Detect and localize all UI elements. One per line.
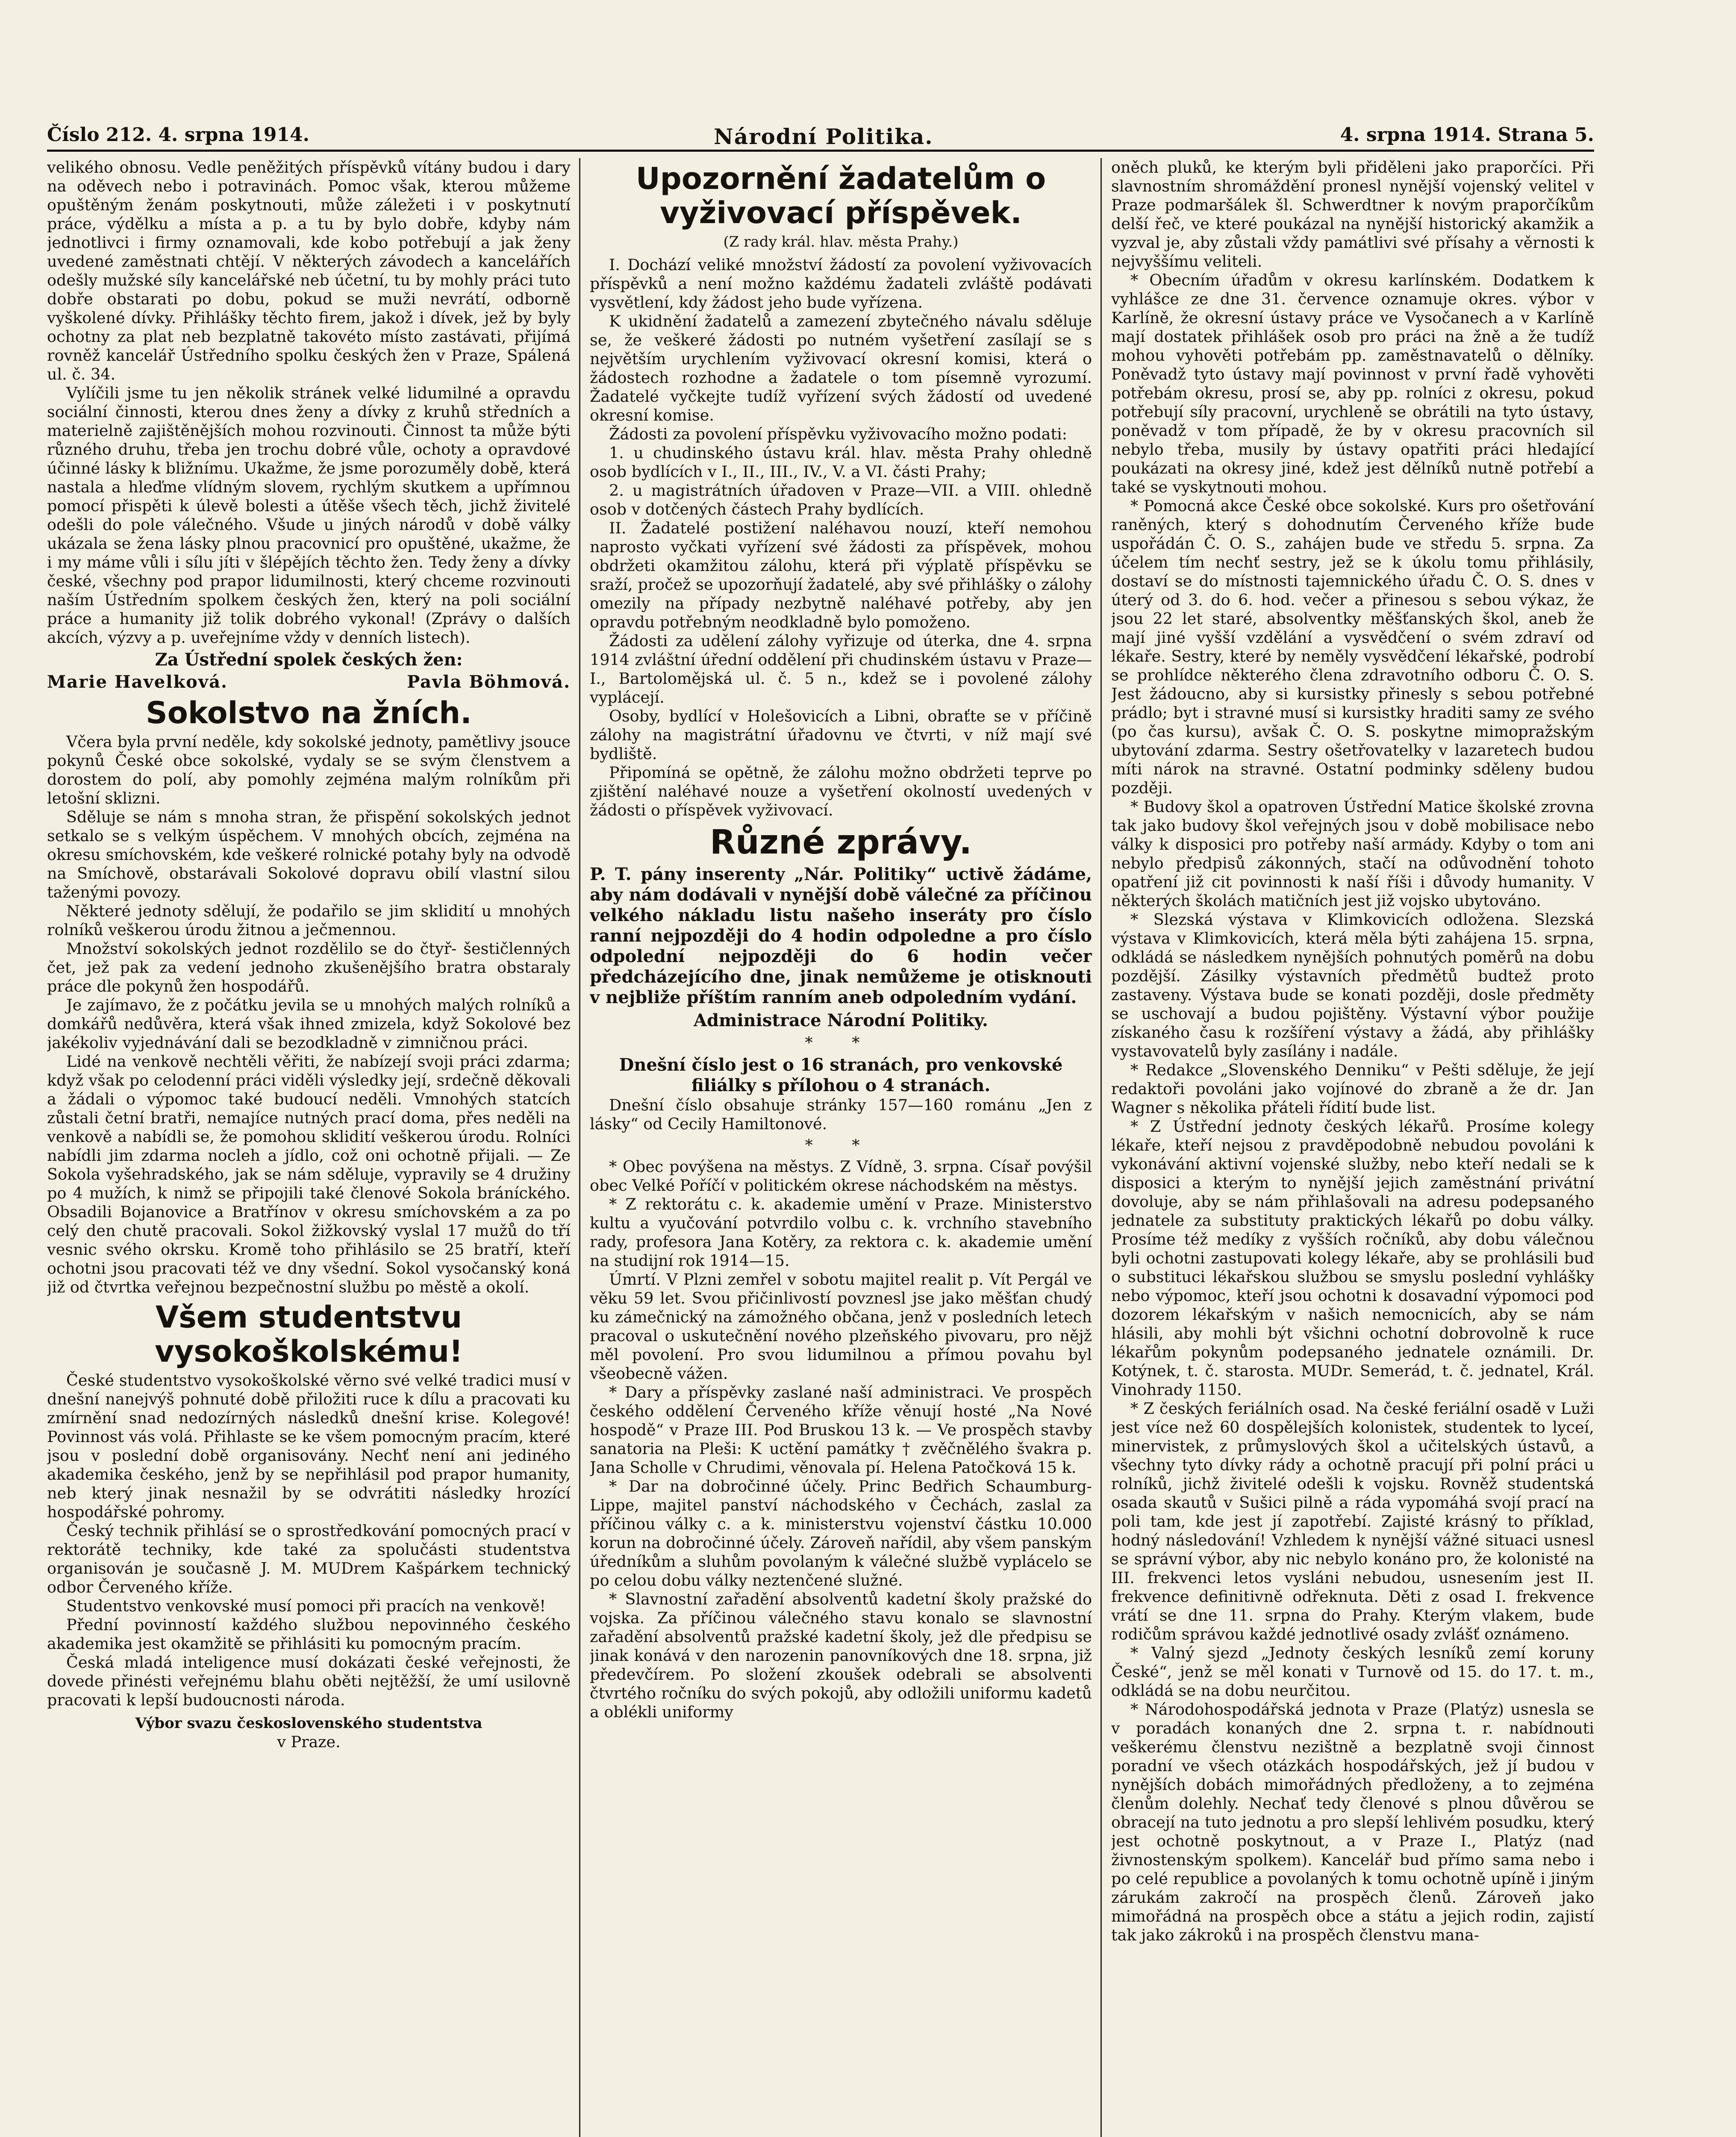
news-item: * Z českých feriálních osad. Na české feriální osadě v Luži jest více než 60 dospělejších kolonistek, studentek to lyceí, minervistek, z průmyslových škol a učitelských ústavů, a všechny tyto dívky rády a ochotně pracují při polní práci u rolníků, jichž živitelé odešli k vojsku. Rovněž studentská osada skautů v Sušici pilně a ráda vypomáhá svojí prací na poli tam, kde jest jí zapotřebí. Zajisté krásný to příklad, hodný následování! Vzhledem k nynější vážné situaci usnesl se správní výbor, aby nic nebylo konáno pro, že kolonisté na III. frekvenci letos vysláni nebudou, usnesením jest II. frekvence definitivně odřeknuta. Děti z osad I. frekvence vrátí se dne 11. srpna do Prahy. Kterým vlakem, bude rodičům správou každé jednotlivé osady zvlášť oznámeno.	[1111, 1399, 1594, 1643]
article-paragraph: Osoby, bydlící v Holešovicích a Libni, obraťte se v příčině zálohy na magistrátní úřadovnu ve čtvrti, v níž mají své bydliště.	[590, 707, 1092, 763]
article-paragraph: Česká mladá inteligence musí dokázati české veřejnosti, že dovede přinésti veřejnému blahu oběti nejtěžší, že umí usilovně pracovati k lepší budoucnosti národa.	[47, 1653, 571, 1709]
signature-title: Za Ústřední spolek českých žen:	[155, 650, 463, 670]
article-paragraph: Žádosti za povolení příspěvku vyživovacího možno podati:	[609, 425, 1068, 443]
article-paragraph: Vylíčili jsme tu jen několik stránek velké lidumilné a opravdu sociální činnosti, kterou dnes ženy a dívky z kruhů středních a materielně zajištěnějších mohou rozvinouti. Činnost ta může býti různého druhu, třeba jen trochu dobré vůle, ochoty a opravdové účinné lásky k bližnímu. Ukažme, že jsme porozuměly době, která nastala a hleďme vlídným slovem, rychlým skutkem a upřímnou pomocí přispěti k úlevě bolesti a útěše všech těch, jichž živitelé odešli do pole válečného. Všude u jiných národů v době války ukázala se žena lásky plnou pracovnicí pro opuštěné, ukažme, že i my máme vůli i sílu jíti v šlépějích těchto žen. Tedy ženy a dívky české, všechny pod prapor lidumilnosti, který chceme rozvinouti naším Ústředním spolkem českých žen, který na poli sociální práce a humanity již tolik dobrého vykonal! (Zprávy o dalších akcích, výzvy a p. uveřejníme vždy v denních listech).	[47, 384, 571, 647]
article-paragraph: Dnešní číslo obsahuje stránky 157—160 románu „Jen z lásky“ od Cecily Hamiltonové.	[590, 1096, 1092, 1133]
separator-stars: * *	[805, 1136, 877, 1154]
article-paragraph: Český technik přihlásí se o sprostředkování pomocných prací v rektorátě techniky, kde také za spolučásti studentstva organisován je současně J. M. MUDrem Kašpárkem technický odbor Červeného kříže.	[47, 1522, 571, 1596]
news-item: * Slavnostní zařadění absolventů kadetní školy pražské do vojska. Za příčinou válečného stavu konalo se slavnostní zařadění absolventů pražské kadetní školy, jež dle předpisu se jinak konává v den narozenin panovníkových dne 18. srpna, již předevčírem. Po složení zkoušek odebrali se absolventi čtvrtého ročníku do svých pokojů, aby odložili uniformu kadetů a oblékli uniformy	[590, 1590, 1092, 1721]
column-1	[47, 158, 571, 2137]
article-paragraph: 1. u chudinského ústavu král. hlav. města Prahy ohledně osob bydlících v I., II., III., IV., V. a VI. části Prahy;	[590, 444, 1092, 481]
header-masthead: Národní Politika.	[714, 124, 933, 149]
advertiser-notice: P. T. pány inserenty „Nár. Politiky“ uctivě žádáme, aby nám dodávali v nynější době válečné za příčinou velkého nákladu listu našeho inseráty pro číslo ranní nejpozději do 4 hodin odpoledne a pro číslo odpolední nejpozději do 6 hodin večer předcházejícího dne, jinak nemůžeme je otisknouti v nejbliže příštím ranním aneb odpoledním vydání.	[590, 864, 1092, 1007]
signature-committee: Výbor svazu československého studentstva	[135, 1715, 483, 1732]
news-item: * Redakce „Slovenského Denniku“ v Pešti sděluje, že její redaktoři povoláni jako vojínové do zbraně a že dr. Jan Wagner s několika přáteli řídití bude list.	[1111, 1061, 1594, 1117]
column-3	[1111, 158, 1594, 2137]
administration-signature: Administrace Národní Politiky.	[694, 1010, 988, 1030]
news-item: * Obecním úřadům v okresu karlínském. Dodatkem k vyhlášce ze dne 31. července oznamuje okres. výbor v Karlíně, že okresní ústavy práce ve Vysočanech a v Karlíně mají dostatek přihlášek osob pro práci na žně a že tudíž mohou vyhověti potřebám pp. zaměstnavatelů o dělníky. Poněvadž tyto ústavy mají povinnost v první řadě vyhověti potřebám okresu, prosí se, aby pp. rolníci z okresu, pokud potřebují síly pracovní, urychleně se obrátili na tyto ústavy, poněvadž v tom případě, že by v okresu pracovních sil nebylo třeba, musily by ústavy opatřiti práci hledající poukázati na okresy jiné, kdež jest dělníků nutně potřebí a také se vyskytnouti mohou.	[1111, 271, 1594, 496]
article-paragraph: Přední povinností každého službou nepovinného českého akademika jest okamžitě se přihlásiti ku pomocným pracím.	[47, 1616, 571, 1653]
article-paragraph: Studentstvo venkovské musí pomoci při pracích na venkově!	[66, 1597, 546, 1615]
article-paragraph: Množství sokolských jednot rozdělilo se do čtyř- šestičlenných čet, jež pak za vedení jednoho zkušenějšího bratra obstaraly práce dle pokynů žen hospodářů.	[47, 939, 571, 995]
news-item: * Z Ústřední jednoty českých lékařů. Prosíme kolegy lékaře, kteří nejsou z pravděpodobně nebudou povoláni k vykonávání aktivní vojenské služby, nebo kteří nedali se k disposici a kterým to nynější jejich zaměstnání privátní dovoluje, aby se nám přihlašovali na adresu podepsaného jednatele za substituty praktických lékařů po dobu války. Prosíme též medíky z vyšších ročníků, aby dobu válečnou byli ochotni zastupovati kolegy lékaře, aby se prohlásili buď o substituci lékařskou službou se smyslu poslední vyhlášky nebo výpomoc, kteří jsou ochotni k dosavadní výpomoci pod dozorem lékařským v našich nemocnicích, aby se nám hlásili, aby mohli být všichni ochotní dobrovolně k ruce lékařům pokynům podepsaného jednatele oznámili. Dr. Kotýnek, t. č. starosta. MUDr. Semerád, t. č. jednatel, Král. Vinohrady 1150.	[1111, 1117, 1594, 1399]
column-divider-2	[1100, 158, 1102, 2137]
signature-place: v Praze.	[277, 1733, 341, 1751]
article-paragraph: České studentstvo vysokoškolské věrno své velké tradici musí v dnešní nanejvýš pohnuté době přiložiti ruce k dílu a pracovati ku zmírnění snad nedozírných následků dnešní krise. Kolegové! Povinnost vás volá. Přihlaste se ke všem pomocným pracím, které jsou v poslední době organisovány. Nechť není ani jediného akademika českého, jenž by se nepřihlásil pod prapor humanity, neb který jinak nesnažil by se odvrátiti následky hrozící hospodářské pohromy.	[47, 1371, 571, 1521]
article-paragraph: K ukidnění žadatelů a zamezení zbytečného návalu sděluje se, že veškeré žádosti po nutném vyšetření zasílají se s největším urychlením vyživovací okresní komisi, která o žádostech rozhodne a žadatele o tom písemně vyrozumí. Žadatelé vyčkejte tudíž vyřízení svých žádostí od uvedené okresní komise.	[590, 312, 1092, 424]
headline-source: (Z rady král. hlav. města Prahy.)	[723, 233, 959, 250]
article-paragraph: Připomíná se opětně, že zálohu možno obdržeti teprve po zjištění naléhavé nouze a vyšetření okolností uvedených v žádosti o příspěvek vyživovací.	[590, 763, 1092, 819]
news-item: * Valný sjezd „Jednoty českých lesníků zemí koruny České“, jenž se měl konati v Turnově od 15. do 17. t. m., odkládá se na dobu neurčitou.	[1111, 1644, 1594, 1700]
headline-upozorneni: Upozornění žadatelům o vyživovací příspěvek.	[636, 161, 1046, 230]
issue-notice: Dnešní číslo jest o 16 stranách, pro venkovské filiálky s přílohou o 4 stranách.	[619, 1055, 1063, 1095]
article-paragraph: Žádosti za udělení zálohy vyřizuje od úterka, dne 4. srpna 1914 zvláštní úřední oddělení při chudinském ústavu v Praze—I., Bartolomějská ul. č. 5 n., kdež se i povolené zálohy vyplácejí.	[590, 632, 1092, 706]
article-paragraph: Je zajímavo, že z počátku jevila se u mnohých malých rolníků a domkářů nedůvěra, která však ihned zmizela, když Sokolové bez jakékoliv vyjednávání dali se bezodkladně v zimničnou práci.	[47, 996, 571, 1052]
news-item: * Národohospodářská jednota v Praze (Platýz) usnesla se v poradách konaných dne 2. srpna t. r. nabídnouti veškerému členstvu nezištně a bezplatně svoji činnost poradní ve všech otázkách hospodářských, jež jí budou v nynějších dobách mimořádných předloženy, a to zejména členům dolehly. Nechať tedy členové s plnou důvěrou se obracejí na tuto jednotu a pro slepší lehlivém posudku, který jest ochotně poskytnout, a v Praze I., Platýz (nad živnostenským spolkem). Kancelář bud přímo sama nebo i po celé republice a povolaných k tomu ochotně upíně i jiným zárukám zakročí na prospěch členů. Zároveň jako mimořádná na prospěch obce a státu a jejich rodin, zajistí tak jako zákroků i na prospěch členstvu mana-	[1111, 1700, 1594, 1944]
article-paragraph: Včera byla první neděle, kdy sokolské jednoty, pamětlivy jsouce pokynů České obce sokolské, vydaly se se svým členstvem a dorostem do polí, aby pomohly zejména malým rolníkům při letošní sklizni.	[47, 733, 571, 807]
news-item: Úmrtí. V Plzni zemřel v sobotu majitel realit p. Vít Pergál ve věku 59 let. Svou přičinlivostí povznesl jse jako měšťan chudý ku zámečnický na zámožného občana, jenž v posledních letech pracoval o uskutečnění nového plzeňského pivovaru, pro nějž měl povolení. Pro svou lidumilnou a přímou povahu byl všeobecně vážen.	[590, 1270, 1092, 1383]
separator-stars: * *	[805, 1033, 877, 1052]
news-item: * Pomocná akce České obce sokolské. Kurs pro ošetřování raněných, který s dohodnutím Červeného kříže bude uspořádán Č. O. S., zahájen bude ve středu 5. srpna. Za účelem tím nechť sestry, jež se k úkolu tomu přihlásily, dostaví se do místnosti tajemnického úřadu Č. O. S. dnes v úterý od 3. do 6. hod. večer a přinesou s sebou výkaz, že jsou 22 let staré, absolventky měšťanských škol, aneb že mají jiné vyšší vzdělání a vysvědčení o svém zdraví od lékaře. Sestry, které by neměly vysvědčení lékařské, podrobí se prohlídce některého člena zdravotního odboru Č. O. S. Jest žádoucno, aby si kursistky přinesly s sebou potřebné prádlo; byt i stravné musí si kursistky hraditi samy ze svého (po čas kursu), avšak Č. O. S. poskytne mimopražským ubytování zdarma. Sestry ošetřovatelky v lazaretech budou míti nárok na stravné. Ostatní podminky sděleny budou později.	[1111, 497, 1594, 797]
news-item: * Slezská výstava v Klimkovicích odložena. Slezská výstava v Klimkovicích, která měla býti zahájena 15. srpna, odkládá se následkem nynějších pohnutých poměrů na dobu pozdější. Zásilky výstavních předmětů budtež proto zastaveny. Výstava bude se konati později, dosle předměty se uschovají a budou pojištěny. Výstavní výbor použije získaného času k rozšíření výstavy a žádá, aby přihlášky vystavovatelů byly zasílány i nadále.	[1111, 910, 1594, 1060]
news-item: * Obec povýšena na městys. Z Vídně, 3. srpna. Císař povýšil obec Velké Poříčí v politickém okrese náchodském na městys.	[590, 1157, 1092, 1195]
news-item: oněch pluků, ke kterým byli přiděleni jako praporčíci. Při slavnostním shromáždění pronesl nynější vojenský velitel v Praze podmaršálek šl. Schwerdtner k novým praporčíkům delší řeč, ve které poukázal na nynější historický akamžik a vyzval je, aby zůstali vždy památlivi své přísahy a věrnosti k nejvyššímu veliteli.	[1111, 158, 1594, 271]
article-paragraph: Sděluje se nám s mnoha stran, že přispění sokolských jednot setkalo se s velkým úspěchem. V mnohých obcích, zejména na okresu smíchovském, kde veškeré rolnické potahy byly na odvodě na Smíchově, obstarávali Sokolové dopravu obilí vlastní silou taženými povozy.	[47, 808, 571, 901]
article-paragraph: Některé jednoty sdělují, že podařilo se jim sklidití u mnohých rolníků veškerou úrodu žitnou a ječmennou.	[47, 902, 571, 939]
header-date-page: 4. srpna 1914. Strana 5.	[1340, 124, 1594, 146]
article-paragraph: II. Žadatelé postižení naléhavou nouzí, kteří nemohou naprosto vyčkati vyřízení své žádosti za příspěvek, mohou obdržeti okamžitou zálohu, která při výplatě příspěvku se sraží, pročež se upozorňují žadatelé, aby své přihlášky o zálohy omezily na případy nezbytně naléhavé potřeby, aby jen opravdu potřebným neodkladně bylo pomoženo.	[590, 519, 1092, 631]
article-paragraph: velikého obnosu. Vedle peněžitých příspěvků vítány budou i dary na oděvech nebo i potravinách. Pomoc však, kterou můžeme opuštěným ženám poskytnouti, může záležeti i v poskytnutí práce, výdělku a místa a p. a tu by bylo dobře, kdyby nám jednotlivci i firmy oznamovali, kde kobo potřebují a jak ženy uvedené zaměstnati chtějí. V některých závodech a kancelářích odešly mužské síly kancelářské neb účetní, tu by mohly práci tuto dobře obstarati po dobu, pokud se muži nevrátí, odborně vyškolené dívky. Přihlášky těchto firem, jakož i dívek, jež by byly ochotny za plat neb bezplatně takovéto místo zastávati, přijímá rovněž kancelář Ústředního spolku českých žen v Praze, Spálená ul. č. 34.	[47, 158, 571, 383]
article-paragraph: Lidé na venkově nechtěli věřiti, že nabízejí svoji práci zdarma; když však po celodenní práci viděli výsledky její, srdečně děkovali a žádali o výpomoc také budoucí neděli. Vmnohých statcích zůstali četní bratři, nemajíce nutných prací doma, přes neděli na venkově a nabídli se, že pomohou sklidití veškerou úrodu. Rolníci nabídli jim zdarma nocleh a jídlo, což oni ochotně přijali. — Ze Sokola vyšehradského, jak se nám sděluje, vypravily se 4 družiny po 4 mužích, k nimž se připojili také členové Sokola bráníckého. Obsadili Bojanovice a Bratřínov v okresu smíchovském a za po celý den chutě pracovali. Sokol žižkovský vyslal 17 mužů do tří vesnic svého okrsku. Kromě toho přihlásilo se 25 bratří, kteří ochotni jsou pracovati též ve dny všední. Sokol vysočanský koná již od čtvrtka veřejnou bezpečnostní službu po městě a okolí.	[47, 1052, 571, 1296]
signature-names	[47, 673, 571, 692]
news-item: * Dary a příspěvky zaslané naší administraci. Ve prospěch českého oddělení Červeného kříže věnují hosté „Na Nové hospodě“ v Praze III. Pod Bruskou 13 k. — Ve prospěch stavby sanatoria na Pleši: K uctění památky † zvěčnělého švakra p. Jana Scholle v Chrudimi, věnovala pí. Helena Patočková 15 k.	[590, 1383, 1092, 1477]
header-issue: Číslo 212. 4. srpna 1914.	[47, 124, 309, 146]
headline-sokolstvo: Sokolstvo na žních.	[146, 695, 472, 730]
column-2	[590, 158, 1092, 2137]
signature-name: Pavla Böhmová.	[407, 672, 571, 692]
article-paragraph: 2. u magistrátních úřadoven v Praze—VII. a VIII. ohledně osob v dotčených částech Prahy bydlících.	[590, 481, 1092, 518]
header-rule	[47, 150, 1594, 152]
news-item: * Dar na dobročinné účely. Princ Bedřich Schaumburg-Lippe, majitel panství náchodského v Čechách, zaslal za příčinou války c. a k. ministerstvu vojenství částku 10.000 korun na dobročinné účely. Zároveň nařídil, aby všem panským úředníkům a sluhům povolaným k válečné službě vyplácelo se po celou dobu války neztenčené služné.	[590, 1477, 1092, 1590]
column-divider-1	[579, 158, 580, 2137]
headline-studentstvo: Všem studentstvu vysokoškolskému!	[155, 1300, 463, 1369]
signature-name: Marie Havelková.	[47, 672, 228, 692]
headline-ruzne-zpravy: Různé zprávy.	[709, 823, 972, 862]
article-paragraph: I. Dochází veliké množství žádostí za povolení vyživovacích příspěvků a není možno každému žadateli zvláště podávati vysvětlení, kdy žádost jeho bude vyřízena.	[590, 256, 1092, 312]
news-item: * Z rektorátu c. k. akademie umění v Praze. Ministerstvo kultu a vyučování potvrdilo volbu c. k. vrchního stavebního rady, profesora Jana Kotěry, za rektora c. k. akademie umění na studijní rok 1914—15.	[590, 1195, 1092, 1270]
news-item: * Budovy škol a opatroven Ústřední Matice školské zrovna tak jako budovy škol veřejných jsou v době mobilisace nebo války k disposici pro potřeby naší armády. Kdyby o tom ani nebylo předpisů zákonných, stačí na odůvodnění tohoto opatření již cit povinnosti k naší říši i důvody humanity. V některých školách matičních jest již vojsko ubytováno.	[1111, 798, 1594, 910]
